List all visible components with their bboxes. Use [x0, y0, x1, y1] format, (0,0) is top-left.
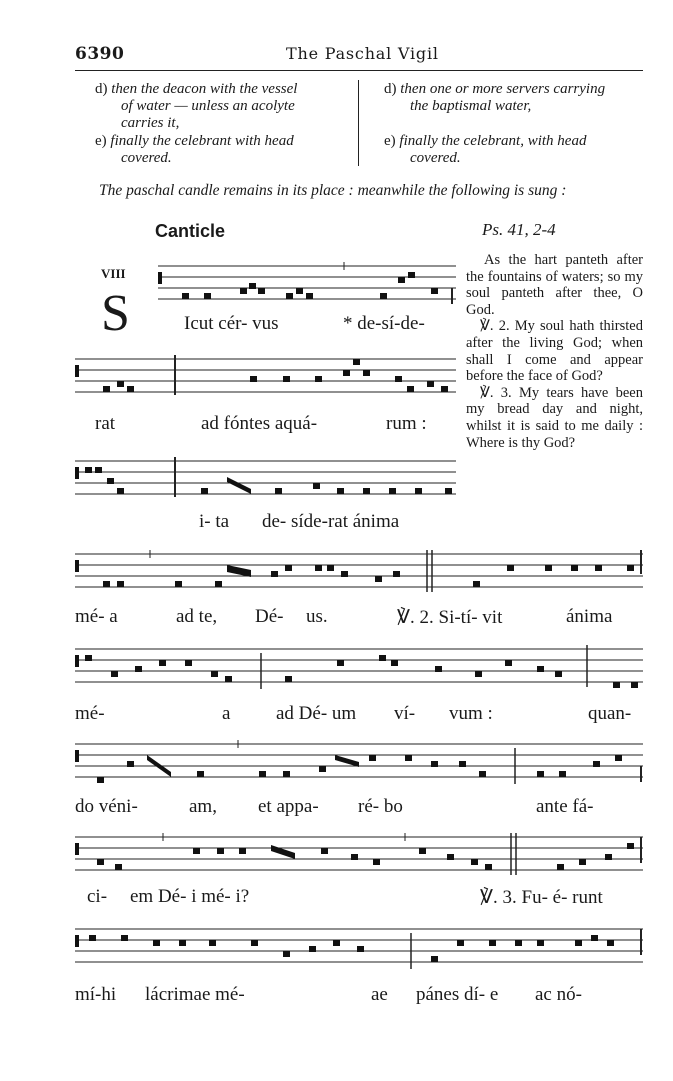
- lyric: ci-: [87, 886, 108, 907]
- lyric: vum :: [449, 703, 493, 724]
- lyric: quan-: [588, 703, 632, 724]
- rubric-right-column: [384, 81, 646, 168]
- chant-staff-3: [75, 457, 456, 505]
- lyric: Icut cér- vus: [184, 313, 279, 334]
- rubric-text: then the deacon with the vessel: [111, 81, 298, 97]
- chant-mode: VIII: [101, 266, 126, 281]
- lyric: ad Dé- um: [276, 703, 357, 724]
- lyric: rum :: [386, 413, 427, 434]
- lyric: mí-hi: [75, 984, 117, 1005]
- lyric: lácrimae mé-: [145, 984, 245, 1005]
- chant-staff-2: [75, 355, 456, 403]
- rubric-letter: d): [95, 81, 108, 97]
- lyric: ℣. 3. Fu- é- runt: [480, 887, 603, 908]
- lyric: * de-sí-de-: [343, 313, 425, 334]
- lyric: em Dé- i mé- i?: [130, 886, 250, 907]
- translation-verse-3: ℣. 3. My tears have been my bread day and night, whilst it is said to me daily : Where is thy God?: [466, 384, 643, 451]
- column-divider: [358, 80, 359, 166]
- chant-staff-6: [75, 740, 643, 790]
- header-rule: [75, 70, 643, 71]
- lyric: ad te,: [176, 606, 218, 627]
- rubric-text: of water — unless an acolyte: [121, 98, 295, 114]
- chant-initial: S: [101, 285, 130, 342]
- translation-column: [466, 252, 643, 451]
- rubric-letter: d): [384, 81, 397, 97]
- lyric: a: [222, 703, 231, 724]
- lyric: ré- bo: [358, 796, 403, 817]
- rubric-text: finally the celebrant, with head: [399, 133, 587, 149]
- rubric-text: covered.: [410, 150, 461, 166]
- chant-staff-1: [158, 262, 456, 310]
- page-number: 6390: [75, 44, 125, 64]
- lyric: i- ta: [199, 511, 230, 532]
- chant-staff-7: [75, 833, 643, 883]
- rubric-left-column: [95, 81, 357, 168]
- lyric: am,: [189, 796, 217, 817]
- lyric: mé- a: [75, 606, 118, 627]
- lyric: ae: [371, 984, 388, 1005]
- rubric-note: The paschal candle remains in its place : meanwhile the following is sung :: [99, 182, 567, 199]
- lyric: et appa-: [258, 796, 319, 817]
- chant-staff-8: [75, 925, 643, 975]
- rubric-item-e-right: [384, 133, 646, 167]
- lyric: us.: [306, 606, 328, 627]
- rubric-text: covered.: [121, 150, 172, 166]
- rubric-text: the baptismal water,: [410, 98, 532, 114]
- translation-verse-1: As the hart panteth after the fountains of waters; so my soul panteth after thee, O God.: [466, 252, 643, 318]
- rubric-text: then one or more servers carrying: [400, 81, 606, 97]
- rubric-item-d-right: [384, 81, 646, 115]
- rubric-letter: e): [384, 133, 396, 149]
- lyric: ánima: [566, 606, 613, 627]
- chant-staff-5: [75, 645, 643, 695]
- lyric: ℣. 2. Si-tí- vit: [397, 607, 503, 628]
- rubric-item-d-left: [95, 81, 357, 132]
- rubric-text: finally the celebrant with head: [110, 133, 294, 149]
- translation-verse-2: ℣. 2. My soul hath thirsted after the living God; when shall I come and appear before the face of God?: [466, 318, 643, 385]
- psalm-reference: Ps. 41, 2-4: [482, 220, 556, 239]
- lyric: do véni-: [75, 796, 138, 817]
- rubric-text: carries it,: [121, 115, 180, 131]
- lyric: mé-: [75, 703, 105, 724]
- running-title: The Paschal Vigil: [286, 44, 439, 63]
- lyric: ví-: [394, 703, 416, 724]
- lyric: rat: [95, 413, 116, 434]
- chant-title: Canticle: [155, 221, 226, 241]
- rubric-letter: e): [95, 133, 107, 149]
- lyric: de- síde-rat ánima: [262, 511, 400, 532]
- lyric: pánes dí- e: [416, 984, 499, 1005]
- lyric: ac nó-: [535, 984, 582, 1005]
- lyric: Dé-: [255, 606, 284, 627]
- lyric: ante fá-: [536, 796, 594, 817]
- rubric-item-e-left: [95, 133, 357, 167]
- lyric: ad fóntes aquá-: [201, 413, 318, 434]
- chant-staff-4: [75, 550, 643, 600]
